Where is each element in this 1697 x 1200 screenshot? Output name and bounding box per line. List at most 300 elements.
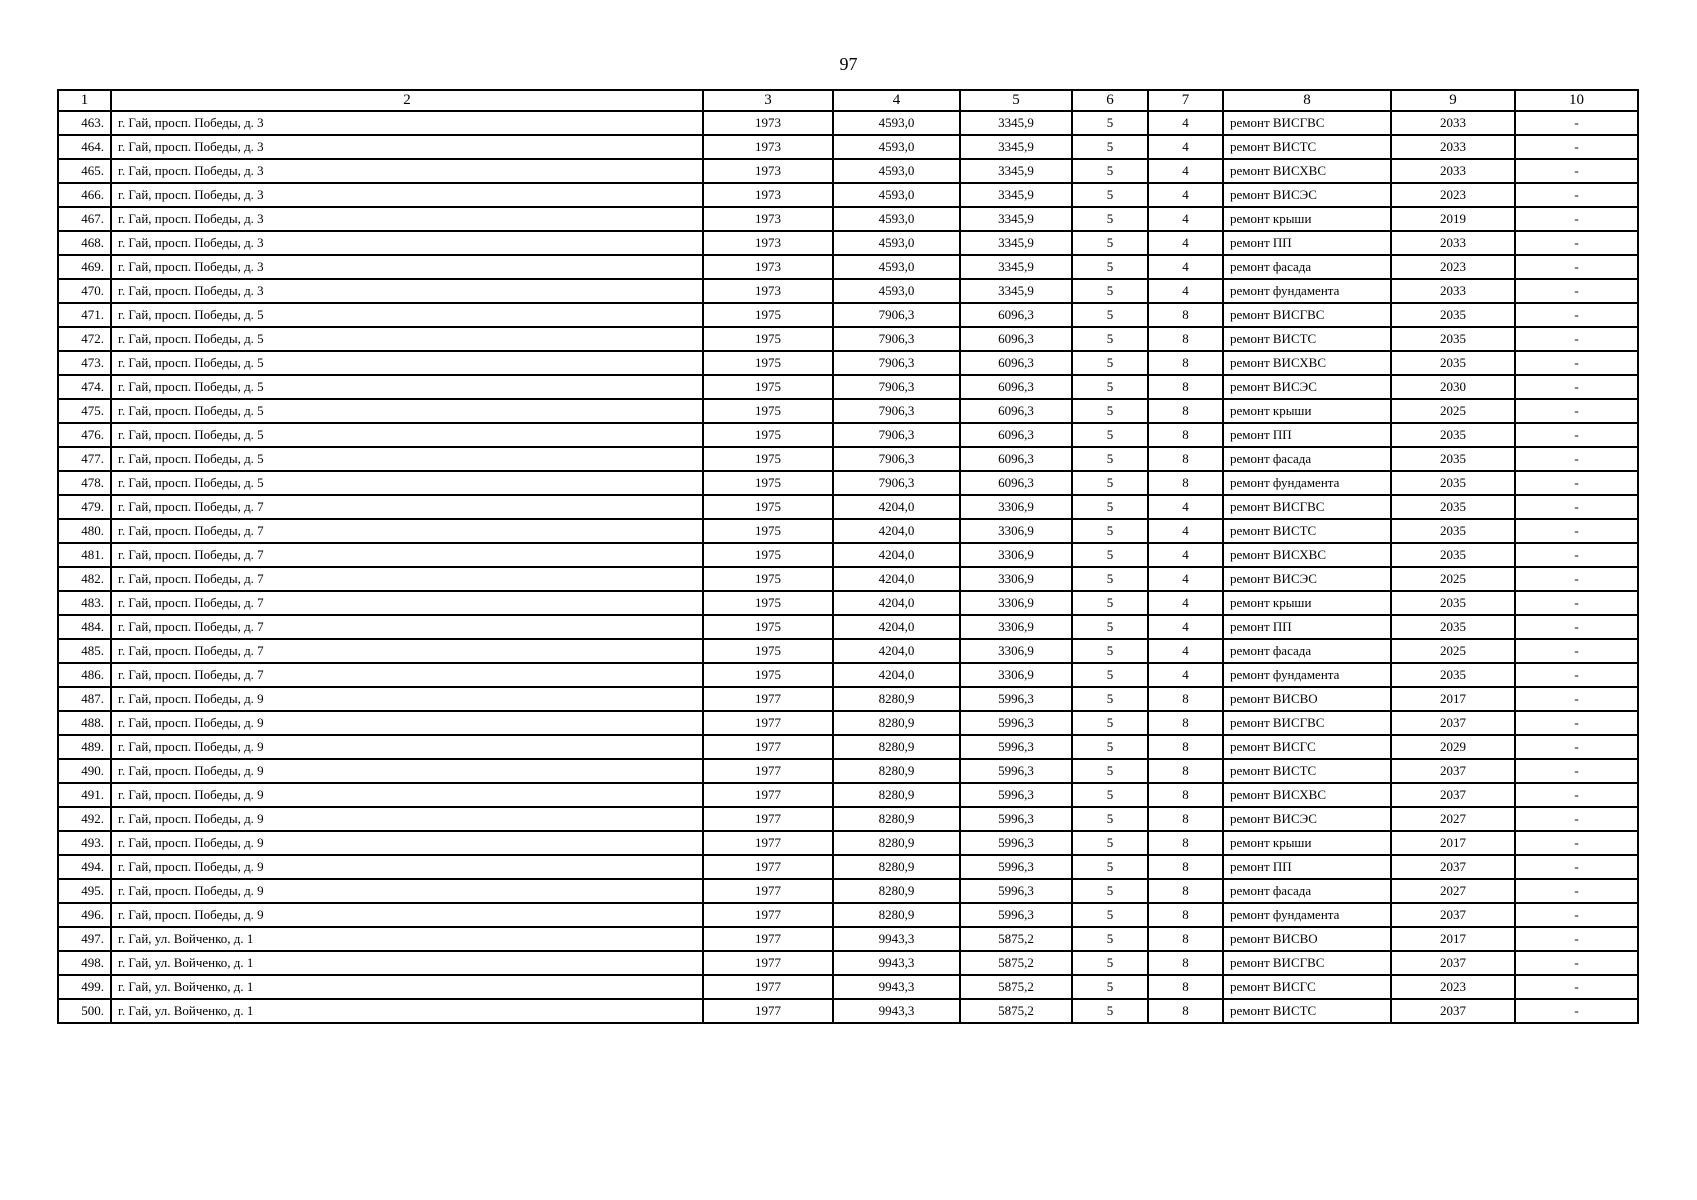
address-cell: г. Гай, просп. Победы, д. 7 xyxy=(111,615,703,639)
row-number-cell: 468. xyxy=(58,231,111,255)
table-row xyxy=(58,303,1638,327)
note-cell: - xyxy=(1515,807,1638,831)
note-cell: - xyxy=(1515,663,1638,687)
year-cell: 1977 xyxy=(703,783,833,807)
year-cell: 1977 xyxy=(703,879,833,903)
row-number-cell: 483. xyxy=(58,591,111,615)
table-row xyxy=(58,879,1638,903)
floors-cell: 5 xyxy=(1072,303,1148,327)
floors-cell: 5 xyxy=(1072,519,1148,543)
work-type-cell: ремонт ВИСТС xyxy=(1223,135,1391,159)
work-type-cell: ремонт фундамента xyxy=(1223,903,1391,927)
planned-year-cell: 2017 xyxy=(1391,687,1515,711)
planned-year-cell: 2035 xyxy=(1391,663,1515,687)
row-number-cell: 493. xyxy=(58,831,111,855)
living-area-cell: 3345,9 xyxy=(960,111,1072,135)
living-area-cell: 3306,9 xyxy=(960,543,1072,567)
work-type-cell: ремонт ВИСВО xyxy=(1223,687,1391,711)
planned-year-cell: 2033 xyxy=(1391,111,1515,135)
total-area-cell: 7906,3 xyxy=(833,447,960,471)
year-cell: 1975 xyxy=(703,399,833,423)
work-type-cell: ремонт ВИСТС xyxy=(1223,999,1391,1023)
work-type-cell: ремонт ВИСХВС xyxy=(1223,351,1391,375)
floors-cell: 5 xyxy=(1072,687,1148,711)
planned-year-cell: 2033 xyxy=(1391,159,1515,183)
row-number-cell: 485. xyxy=(58,639,111,663)
table-row xyxy=(58,783,1638,807)
living-area-cell: 3306,9 xyxy=(960,639,1072,663)
total-area-cell: 4593,0 xyxy=(833,207,960,231)
planned-year-cell: 2033 xyxy=(1391,135,1515,159)
year-cell: 1977 xyxy=(703,831,833,855)
living-area-cell: 3345,9 xyxy=(960,279,1072,303)
living-area-cell: 6096,3 xyxy=(960,471,1072,495)
work-type-cell: ремонт ВИСЭС xyxy=(1223,807,1391,831)
living-area-cell: 5996,3 xyxy=(960,831,1072,855)
table-row xyxy=(58,183,1638,207)
planned-year-cell: 2035 xyxy=(1391,423,1515,447)
table-row xyxy=(58,375,1638,399)
total-area-cell: 4204,0 xyxy=(833,495,960,519)
work-type-cell: ремонт фундамента xyxy=(1223,471,1391,495)
row-number-cell: 490. xyxy=(58,759,111,783)
address-cell: г. Гай, просп. Победы, д. 9 xyxy=(111,759,703,783)
table-row xyxy=(58,663,1638,687)
living-area-cell: 6096,3 xyxy=(960,399,1072,423)
floors-cell: 5 xyxy=(1072,231,1148,255)
row-number-cell: 489. xyxy=(58,735,111,759)
header-row xyxy=(58,90,1638,111)
entrances-cell: 4 xyxy=(1148,519,1223,543)
entrances-cell: 8 xyxy=(1148,423,1223,447)
living-area-cell: 5996,3 xyxy=(960,687,1072,711)
table-row xyxy=(58,903,1638,927)
year-cell: 1973 xyxy=(703,183,833,207)
planned-year-cell: 2035 xyxy=(1391,495,1515,519)
column-header: 3 xyxy=(703,90,833,111)
address-cell: г. Гай, просп. Победы, д. 9 xyxy=(111,807,703,831)
note-cell: - xyxy=(1515,183,1638,207)
total-area-cell: 7906,3 xyxy=(833,327,960,351)
floors-cell: 5 xyxy=(1072,183,1148,207)
planned-year-cell: 2035 xyxy=(1391,615,1515,639)
page-number: 97 xyxy=(839,54,858,74)
living-area-cell: 3306,9 xyxy=(960,567,1072,591)
table-row xyxy=(58,423,1638,447)
note-cell: - xyxy=(1515,927,1638,951)
year-cell: 1977 xyxy=(703,855,833,879)
note-cell: - xyxy=(1515,783,1638,807)
floors-cell: 5 xyxy=(1072,351,1148,375)
address-cell: г. Гай, просп. Победы, д. 9 xyxy=(111,879,703,903)
entrances-cell: 8 xyxy=(1148,471,1223,495)
entrances-cell: 8 xyxy=(1148,855,1223,879)
address-cell: г. Гай, ул. Войченко, д. 1 xyxy=(111,927,703,951)
work-type-cell: ремонт фасада xyxy=(1223,879,1391,903)
living-area-cell: 5996,3 xyxy=(960,807,1072,831)
living-area-cell: 6096,3 xyxy=(960,351,1072,375)
row-number-cell: 469. xyxy=(58,255,111,279)
living-area-cell: 3345,9 xyxy=(960,255,1072,279)
table-row xyxy=(58,351,1638,375)
entrances-cell: 8 xyxy=(1148,327,1223,351)
work-type-cell: ремонт ВИСЭС xyxy=(1223,183,1391,207)
entrances-cell: 8 xyxy=(1148,831,1223,855)
planned-year-cell: 2037 xyxy=(1391,999,1515,1023)
work-type-cell: ремонт фасада xyxy=(1223,255,1391,279)
entrances-cell: 4 xyxy=(1148,495,1223,519)
column-header: 5 xyxy=(960,90,1072,111)
total-area-cell: 7906,3 xyxy=(833,303,960,327)
row-number-cell: 500. xyxy=(58,999,111,1023)
living-area-cell: 5996,3 xyxy=(960,879,1072,903)
column-header: 4 xyxy=(833,90,960,111)
work-type-cell: ремонт фасада xyxy=(1223,447,1391,471)
total-area-cell: 4204,0 xyxy=(833,591,960,615)
note-cell: - xyxy=(1515,279,1638,303)
entrances-cell: 4 xyxy=(1148,663,1223,687)
address-cell: г. Гай, просп. Победы, д. 7 xyxy=(111,567,703,591)
planned-year-cell: 2037 xyxy=(1391,759,1515,783)
note-cell: - xyxy=(1515,207,1638,231)
living-area-cell: 3345,9 xyxy=(960,207,1072,231)
year-cell: 1975 xyxy=(703,639,833,663)
row-number-cell: 497. xyxy=(58,927,111,951)
total-area-cell: 8280,9 xyxy=(833,903,960,927)
year-cell: 1975 xyxy=(703,375,833,399)
total-area-cell: 4593,0 xyxy=(833,183,960,207)
work-type-cell: ремонт ВИСГВС xyxy=(1223,495,1391,519)
table-row xyxy=(58,279,1638,303)
year-cell: 1975 xyxy=(703,351,833,375)
work-type-cell: ремонт ВИСГВС xyxy=(1223,111,1391,135)
note-cell: - xyxy=(1515,615,1638,639)
entrances-cell: 8 xyxy=(1148,903,1223,927)
work-type-cell: ремонт ВИСГС xyxy=(1223,975,1391,999)
floors-cell: 5 xyxy=(1072,855,1148,879)
column-header: 10 xyxy=(1515,90,1638,111)
entrances-cell: 8 xyxy=(1148,687,1223,711)
address-cell: г. Гай, просп. Победы, д. 5 xyxy=(111,447,703,471)
address-cell: г. Гай, ул. Войченко, д. 1 xyxy=(111,999,703,1023)
work-type-cell: ремонт крыши xyxy=(1223,207,1391,231)
work-type-cell: ремонт фундамента xyxy=(1223,279,1391,303)
year-cell: 1973 xyxy=(703,231,833,255)
floors-cell: 5 xyxy=(1072,927,1148,951)
total-area-cell: 8280,9 xyxy=(833,855,960,879)
row-number-cell: 481. xyxy=(58,543,111,567)
total-area-cell: 7906,3 xyxy=(833,351,960,375)
year-cell: 1975 xyxy=(703,543,833,567)
total-area-cell: 9943,3 xyxy=(833,951,960,975)
floors-cell: 5 xyxy=(1072,759,1148,783)
table-row xyxy=(58,711,1638,735)
row-number-cell: 492. xyxy=(58,807,111,831)
table-row xyxy=(58,255,1638,279)
row-number-cell: 477. xyxy=(58,447,111,471)
address-cell: г. Гай, просп. Победы, д. 3 xyxy=(111,279,703,303)
note-cell: - xyxy=(1515,111,1638,135)
work-type-cell: ремонт ВИСГВС xyxy=(1223,951,1391,975)
planned-year-cell: 2033 xyxy=(1391,279,1515,303)
table-row xyxy=(58,927,1638,951)
table-row xyxy=(58,159,1638,183)
address-cell: г. Гай, просп. Победы, д. 5 xyxy=(111,399,703,423)
floors-cell: 5 xyxy=(1072,831,1148,855)
table-row xyxy=(58,399,1638,423)
table-row xyxy=(58,855,1638,879)
note-cell: - xyxy=(1515,567,1638,591)
work-type-cell: ремонт ВИСГВС xyxy=(1223,303,1391,327)
living-area-cell: 5996,3 xyxy=(960,903,1072,927)
planned-year-cell: 2017 xyxy=(1391,831,1515,855)
planned-year-cell: 2035 xyxy=(1391,543,1515,567)
planned-year-cell: 2025 xyxy=(1391,399,1515,423)
row-number-cell: 473. xyxy=(58,351,111,375)
note-cell: - xyxy=(1515,471,1638,495)
floors-cell: 5 xyxy=(1072,495,1148,519)
total-area-cell: 8280,9 xyxy=(833,783,960,807)
table-row xyxy=(58,471,1638,495)
entrances-cell: 4 xyxy=(1148,567,1223,591)
note-cell: - xyxy=(1515,327,1638,351)
row-number-cell: 487. xyxy=(58,687,111,711)
total-area-cell: 8280,9 xyxy=(833,879,960,903)
floors-cell: 5 xyxy=(1072,879,1148,903)
table-row xyxy=(58,447,1638,471)
floors-cell: 5 xyxy=(1072,327,1148,351)
floors-cell: 5 xyxy=(1072,903,1148,927)
total-area-cell: 4204,0 xyxy=(833,615,960,639)
total-area-cell: 4204,0 xyxy=(833,519,960,543)
work-type-cell: ремонт крыши xyxy=(1223,831,1391,855)
entrances-cell: 4 xyxy=(1148,615,1223,639)
note-cell: - xyxy=(1515,711,1638,735)
note-cell: - xyxy=(1515,495,1638,519)
year-cell: 1975 xyxy=(703,519,833,543)
work-type-cell: ремонт ВИСХВС xyxy=(1223,783,1391,807)
floors-cell: 5 xyxy=(1072,207,1148,231)
total-area-cell: 8280,9 xyxy=(833,807,960,831)
note-cell: - xyxy=(1515,255,1638,279)
work-type-cell: ремонт крыши xyxy=(1223,591,1391,615)
note-cell: - xyxy=(1515,951,1638,975)
row-number-cell: 479. xyxy=(58,495,111,519)
address-cell: г. Гай, просп. Победы, д. 5 xyxy=(111,327,703,351)
year-cell: 1973 xyxy=(703,255,833,279)
address-cell: г. Гай, просп. Победы, д. 3 xyxy=(111,255,703,279)
year-cell: 1977 xyxy=(703,711,833,735)
address-cell: г. Гай, просп. Победы, д. 5 xyxy=(111,375,703,399)
floors-cell: 5 xyxy=(1072,999,1148,1023)
entrances-cell: 8 xyxy=(1148,375,1223,399)
entrances-cell: 8 xyxy=(1148,927,1223,951)
table-row xyxy=(58,639,1638,663)
row-number-cell: 484. xyxy=(58,615,111,639)
table-row xyxy=(58,759,1638,783)
row-number-cell: 499. xyxy=(58,975,111,999)
floors-cell: 5 xyxy=(1072,735,1148,759)
row-number-cell: 466. xyxy=(58,183,111,207)
floors-cell: 5 xyxy=(1072,399,1148,423)
year-cell: 1975 xyxy=(703,591,833,615)
work-type-cell: ремонт ВИСТС xyxy=(1223,519,1391,543)
living-area-cell: 6096,3 xyxy=(960,375,1072,399)
entrances-cell: 4 xyxy=(1148,231,1223,255)
total-area-cell: 4593,0 xyxy=(833,159,960,183)
entrances-cell: 8 xyxy=(1148,711,1223,735)
total-area-cell: 9943,3 xyxy=(833,999,960,1023)
entrances-cell: 8 xyxy=(1148,783,1223,807)
year-cell: 1973 xyxy=(703,207,833,231)
table-row xyxy=(58,687,1638,711)
floors-cell: 5 xyxy=(1072,591,1148,615)
row-number-cell: 486. xyxy=(58,663,111,687)
planned-year-cell: 2035 xyxy=(1391,351,1515,375)
living-area-cell: 5996,3 xyxy=(960,759,1072,783)
entrances-cell: 8 xyxy=(1148,879,1223,903)
year-cell: 1975 xyxy=(703,423,833,447)
work-type-cell: ремонт ВИСТС xyxy=(1223,759,1391,783)
work-type-cell: ремонт ПП xyxy=(1223,423,1391,447)
living-area-cell: 3306,9 xyxy=(960,615,1072,639)
row-number-cell: 491. xyxy=(58,783,111,807)
year-cell: 1973 xyxy=(703,159,833,183)
living-area-cell: 5875,2 xyxy=(960,999,1072,1023)
total-area-cell: 7906,3 xyxy=(833,399,960,423)
work-type-cell: ремонт ПП xyxy=(1223,615,1391,639)
note-cell: - xyxy=(1515,999,1638,1023)
table-row xyxy=(58,999,1638,1023)
row-number-cell: 464. xyxy=(58,135,111,159)
planned-year-cell: 2029 xyxy=(1391,735,1515,759)
address-cell: г. Гай, просп. Победы, д. 7 xyxy=(111,495,703,519)
year-cell: 1975 xyxy=(703,615,833,639)
address-cell: г. Гай, просп. Победы, д. 7 xyxy=(111,663,703,687)
address-cell: г. Гай, просп. Победы, д. 7 xyxy=(111,639,703,663)
year-cell: 1973 xyxy=(703,135,833,159)
table-row xyxy=(58,567,1638,591)
work-type-cell: ремонт ВИСГС xyxy=(1223,735,1391,759)
floors-cell: 5 xyxy=(1072,783,1148,807)
planned-year-cell: 2037 xyxy=(1391,951,1515,975)
work-type-cell: ремонт фасада xyxy=(1223,639,1391,663)
total-area-cell: 8280,9 xyxy=(833,735,960,759)
entrances-cell: 4 xyxy=(1148,207,1223,231)
living-area-cell: 3306,9 xyxy=(960,591,1072,615)
address-cell: г. Гай, просп. Победы, д. 5 xyxy=(111,471,703,495)
address-cell: г. Гай, просп. Победы, д. 5 xyxy=(111,303,703,327)
planned-year-cell: 2035 xyxy=(1391,303,1515,327)
living-area-cell: 3345,9 xyxy=(960,135,1072,159)
total-area-cell: 4593,0 xyxy=(833,111,960,135)
table-row xyxy=(58,735,1638,759)
row-number-cell: 470. xyxy=(58,279,111,303)
row-number-cell: 488. xyxy=(58,711,111,735)
entrances-cell: 4 xyxy=(1148,639,1223,663)
note-cell: - xyxy=(1515,639,1638,663)
planned-year-cell: 2037 xyxy=(1391,783,1515,807)
planned-year-cell: 2023 xyxy=(1391,975,1515,999)
row-number-cell: 498. xyxy=(58,951,111,975)
floors-cell: 5 xyxy=(1072,111,1148,135)
row-number-cell: 496. xyxy=(58,903,111,927)
row-number-cell: 474. xyxy=(58,375,111,399)
living-area-cell: 5875,2 xyxy=(960,975,1072,999)
work-type-cell: ремонт ВИСГВС xyxy=(1223,711,1391,735)
address-cell: г. Гай, просп. Победы, д. 9 xyxy=(111,711,703,735)
total-area-cell: 4204,0 xyxy=(833,543,960,567)
row-number-cell: 476. xyxy=(58,423,111,447)
year-cell: 1977 xyxy=(703,951,833,975)
entrances-cell: 8 xyxy=(1148,999,1223,1023)
total-area-cell: 8280,9 xyxy=(833,711,960,735)
address-cell: г. Гай, просп. Победы, д. 3 xyxy=(111,231,703,255)
work-type-cell: ремонт ВИСЭС xyxy=(1223,567,1391,591)
note-cell: - xyxy=(1515,519,1638,543)
living-area-cell: 6096,3 xyxy=(960,327,1072,351)
floors-cell: 5 xyxy=(1072,447,1148,471)
row-number-cell: 472. xyxy=(58,327,111,351)
floors-cell: 5 xyxy=(1072,567,1148,591)
planned-year-cell: 2037 xyxy=(1391,711,1515,735)
note-cell: - xyxy=(1515,903,1638,927)
floors-cell: 5 xyxy=(1072,807,1148,831)
entrances-cell: 4 xyxy=(1148,591,1223,615)
entrances-cell: 4 xyxy=(1148,135,1223,159)
address-cell: г. Гай, просп. Победы, д. 7 xyxy=(111,543,703,567)
total-area-cell: 9943,3 xyxy=(833,927,960,951)
column-header: 9 xyxy=(1391,90,1515,111)
floors-cell: 5 xyxy=(1072,255,1148,279)
table-row xyxy=(58,543,1638,567)
year-cell: 1977 xyxy=(703,999,833,1023)
table-row xyxy=(58,495,1638,519)
address-cell: г. Гай, ул. Войченко, д. 1 xyxy=(111,951,703,975)
year-cell: 1975 xyxy=(703,447,833,471)
address-cell: г. Гай, просп. Победы, д. 9 xyxy=(111,783,703,807)
year-cell: 1975 xyxy=(703,471,833,495)
address-cell: г. Гай, просп. Победы, д. 7 xyxy=(111,591,703,615)
row-number-cell: 475. xyxy=(58,399,111,423)
column-header: 6 xyxy=(1072,90,1148,111)
table-row xyxy=(58,231,1638,255)
planned-year-cell: 2035 xyxy=(1391,447,1515,471)
year-cell: 1975 xyxy=(703,567,833,591)
total-area-cell: 7906,3 xyxy=(833,423,960,447)
note-cell: - xyxy=(1515,159,1638,183)
planned-year-cell: 2027 xyxy=(1391,807,1515,831)
note-cell: - xyxy=(1515,831,1638,855)
repair-schedule-table xyxy=(57,89,1639,1024)
table-row xyxy=(58,615,1638,639)
total-area-cell: 8280,9 xyxy=(833,759,960,783)
entrances-cell: 4 xyxy=(1148,159,1223,183)
total-area-cell: 4204,0 xyxy=(833,567,960,591)
row-number-cell: 494. xyxy=(58,855,111,879)
row-number-cell: 482. xyxy=(58,567,111,591)
living-area-cell: 3345,9 xyxy=(960,183,1072,207)
address-cell: г. Гай, ул. Войченко, д. 1 xyxy=(111,975,703,999)
living-area-cell: 5996,3 xyxy=(960,711,1072,735)
total-area-cell: 4593,0 xyxy=(833,135,960,159)
address-cell: г. Гай, просп. Победы, д. 9 xyxy=(111,735,703,759)
planned-year-cell: 2033 xyxy=(1391,231,1515,255)
note-cell: - xyxy=(1515,591,1638,615)
entrances-cell: 8 xyxy=(1148,807,1223,831)
living-area-cell: 5996,3 xyxy=(960,735,1072,759)
year-cell: 1973 xyxy=(703,111,833,135)
